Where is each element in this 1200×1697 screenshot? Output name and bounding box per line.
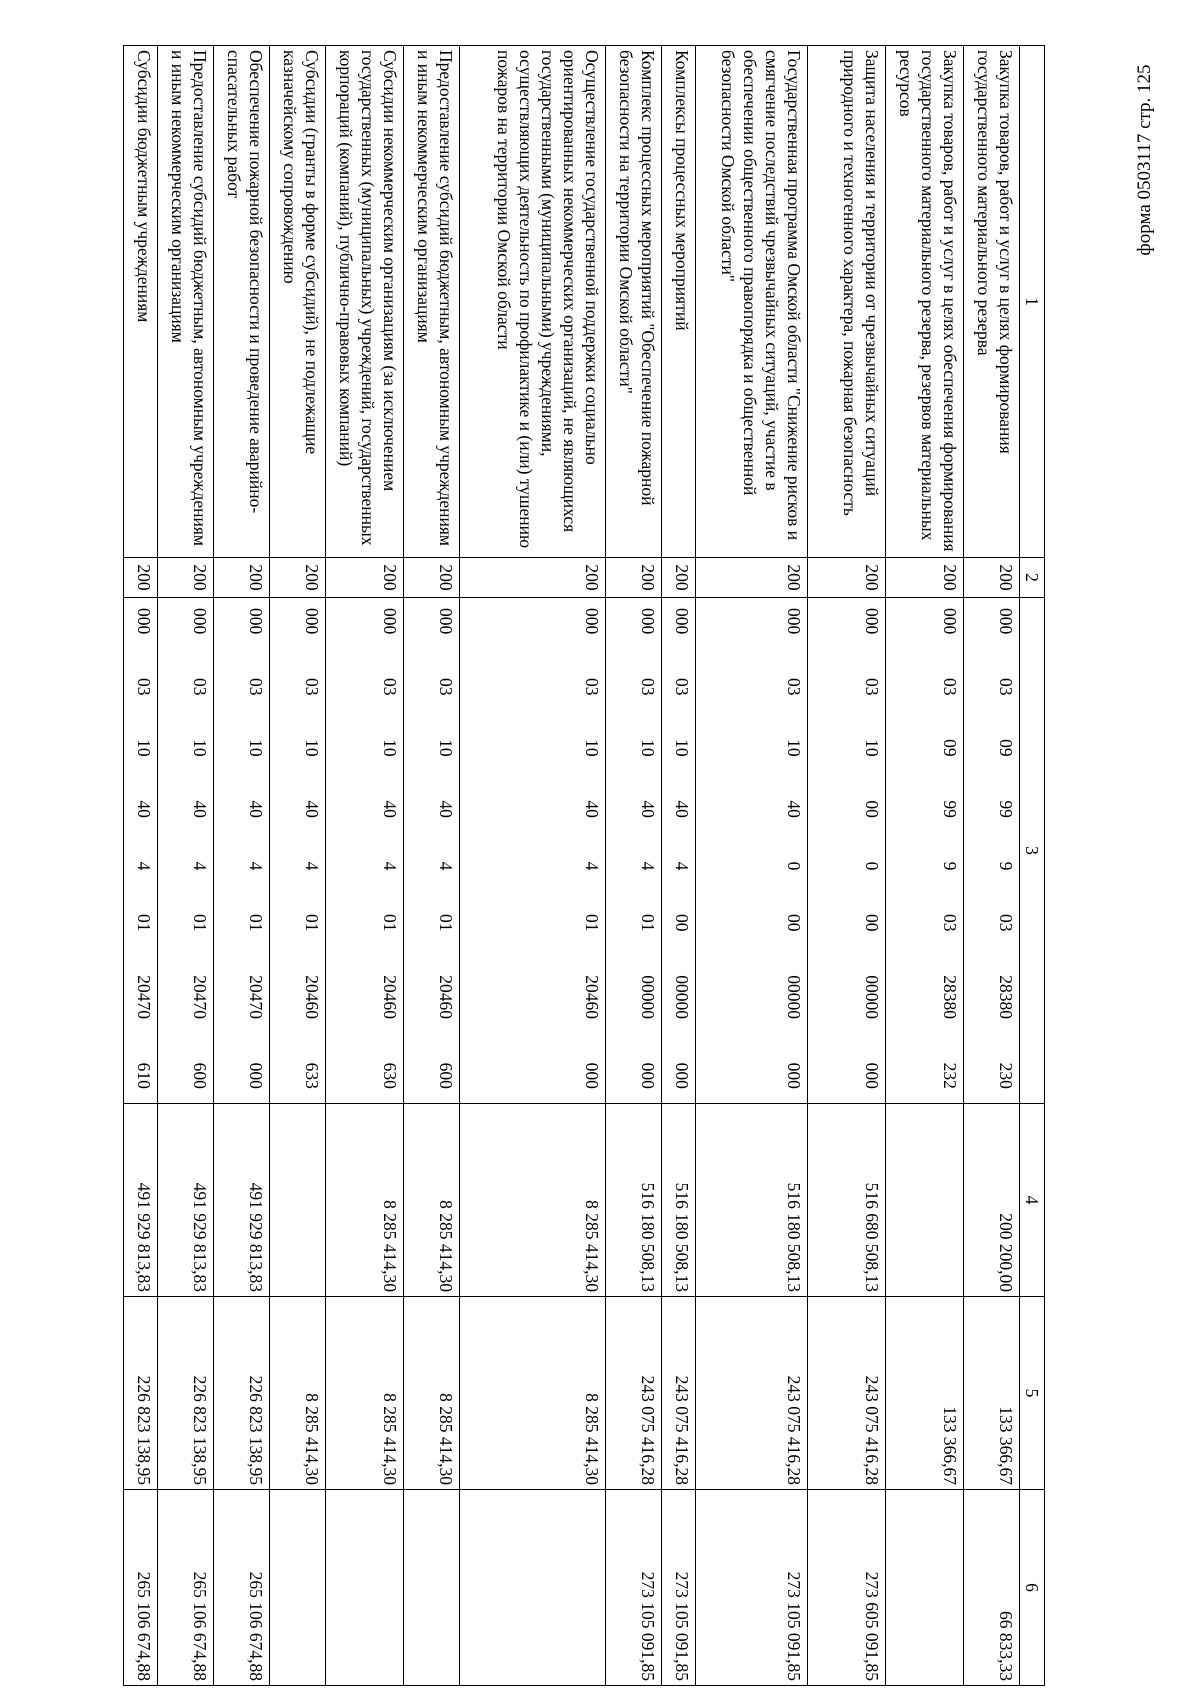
table-row [404,46,460,1686]
code-segment: 4 [134,861,154,871]
report-table-rotated [117,45,1045,1685]
row-line-code: 200 [214,558,270,598]
code-segment: 10 [134,739,154,757]
code-segment: 00 [672,914,692,932]
budget-execution-table [123,45,1045,1686]
executed-amount: 226 823 138,95 [158,1297,214,1490]
code-segment: 00 [862,914,882,932]
approved-amount: 491 929 813,83 [124,1104,158,1297]
approved-amount: 516 180 508,13 [662,1104,696,1297]
unexecuted-amount [270,1490,326,1686]
code-segment: 03 [638,677,658,696]
code-segment: 01 [380,914,400,932]
code-segment: 000 [672,1062,692,1089]
code-segments [133,602,155,1099]
code-segment: 600 [436,1062,456,1089]
code-segment: 00 [862,800,882,818]
code-segment: 630 [380,1062,400,1089]
code-segment: 03 [784,677,804,696]
approved-amount: 200 200,00 [964,1104,1020,1297]
code-segment: 09 [996,739,1016,757]
code-segment: 28380 [996,975,1016,1019]
unexecuted-amount: 273 605 091,85 [808,1490,886,1686]
row-line-code: 200 [124,558,158,598]
code-segment: 10 [672,739,692,757]
approved-amount [886,1104,964,1297]
row-name: Субсидии некоммерческим организациям (за исключением государственных (муниципальных) учреждений, государственных корпораций (компаний), публично-правовых компаний) [326,46,404,558]
code-segment: 4 [436,861,456,871]
unexecuted-amount: 66 833,33 [964,1490,1020,1686]
code-segment: 633 [302,1062,322,1089]
code-segment: 10 [436,739,456,757]
budget-classification-code [606,598,662,1104]
column-number: 4 [1020,1104,1045,1297]
unexecuted-amount: 273 105 091,85 [696,1490,808,1686]
code-segment: 40 [134,800,154,818]
code-segment: 4 [638,861,658,871]
budget-classification-code [404,598,460,1104]
code-segment: 03 [996,914,1016,932]
code-segments [671,602,693,1099]
code-segment: 01 [582,914,602,932]
code-segment: 03 [302,677,322,696]
budget-classification-code [124,598,158,1104]
code-segment: 000 [134,608,154,635]
row-line-code: 200 [270,558,326,598]
unexecuted-amount [326,1490,404,1686]
code-segments [995,602,1017,1099]
code-segment: 03 [672,677,692,696]
code-segment: 20470 [190,975,210,1019]
code-segment: 40 [582,800,602,818]
approved-amount: 516 180 508,13 [606,1104,662,1297]
code-segment: 99 [940,800,960,818]
row-name: Осуществление государственной поддержки социально ориентированных некоммерческих организаций, не являющихся государственными (муниципальными) учреждениями, осуществляющих деятельность по профилактике и (или) тушению пожаров на территории Омской области [460,46,606,558]
row-line-code: 200 [886,558,964,598]
code-segment: 00000 [638,975,658,1019]
row-name: Комплекс процессных мероприятий "Обеспечение пожарной безопасности на территории Омской области" [606,46,662,558]
row-line-code: 200 [808,558,886,598]
table-row [124,46,158,1686]
unexecuted-amount: 265 106 674,88 [158,1490,214,1686]
code-segment: 000 [582,608,602,635]
code-segment: 000 [672,608,692,635]
code-segment: 03 [996,677,1016,696]
unexecuted-amount: 273 105 091,85 [662,1490,696,1686]
code-segment: 28380 [940,975,960,1019]
code-segment: 000 [784,1062,804,1089]
code-segment: 03 [246,677,266,696]
row-line-code: 200 [404,558,460,598]
code-segments [435,602,457,1099]
code-segment: 20460 [436,975,456,1019]
approved-amount: 491 929 813,83 [214,1104,270,1297]
code-segment: 000 [996,608,1016,635]
code-segments [245,602,267,1099]
code-segment: 01 [190,914,210,932]
table-body [124,46,1045,1686]
code-segment: 230 [996,1062,1016,1089]
code-segments [189,602,211,1099]
code-segment: 40 [190,800,210,818]
code-segment: 03 [582,677,602,696]
code-segment: 232 [940,1062,960,1089]
budget-classification-code [662,598,696,1104]
approved-amount: 491 929 813,83 [158,1104,214,1297]
executed-amount: 243 075 416,28 [696,1297,808,1490]
unexecuted-amount [460,1490,606,1686]
table-row [886,46,964,1686]
row-line-code: 200 [326,558,404,598]
code-segment: 4 [380,861,400,871]
code-segment: 01 [638,914,658,932]
code-segment: 01 [246,914,266,932]
table-row [696,46,808,1686]
row-name: Предоставление субсидий бюджетным, автономным учреждениям и иным некоммерческим организациям [404,46,460,558]
executed-amount: 243 075 416,28 [808,1297,886,1490]
code-segment: 10 [638,739,658,757]
executed-amount: 226 823 138,95 [124,1297,158,1490]
code-segment: 0 [784,861,804,871]
approved-amount: 8 285 414,30 [404,1104,460,1297]
budget-classification-code [460,598,606,1104]
code-segment: 10 [582,739,602,757]
row-name: Комплексы процессных мероприятий [662,46,696,558]
column-number-row [1020,46,1045,1686]
executed-amount: 8 285 414,30 [270,1297,326,1490]
code-segment: 000 [862,1062,882,1089]
table-row [326,46,404,1686]
code-segment: 000 [940,608,960,635]
unexecuted-amount: 265 106 674,88 [214,1490,270,1686]
executed-amount: 133 366,67 [964,1297,1020,1490]
code-segment: 03 [134,677,154,696]
row-name: Государственная программа Омской области "Снижение рисков и смягчение последствий чрезвычайных ситуаций, участие в обеспечении общественного правопорядка и общественной безопасности Омской области" [696,46,808,558]
executed-amount: 243 075 416,28 [606,1297,662,1490]
code-segments [861,602,883,1099]
unexecuted-amount: 265 106 674,88 [124,1490,158,1686]
executed-amount: 8 285 414,30 [460,1297,606,1490]
code-segment: 9 [940,861,960,871]
column-number: 6 [1020,1490,1045,1686]
code-segment: 000 [190,608,210,635]
code-segment: 40 [784,800,804,818]
table-row [606,46,662,1686]
code-segment: 00 [784,914,804,932]
code-segment: 03 [862,677,882,696]
code-segment: 40 [638,800,658,818]
approved-amount: 8 285 414,30 [326,1104,404,1297]
code-segment: 000 [302,608,322,635]
executed-amount: 8 285 414,30 [404,1297,460,1490]
code-segments [301,602,323,1099]
code-segment: 01 [302,914,322,932]
code-segment: 000 [784,608,804,635]
code-segment: 4 [190,861,210,871]
code-segment: 40 [302,800,322,818]
budget-classification-code [158,598,214,1104]
budget-classification-code [808,598,886,1104]
budget-classification-code [326,598,404,1104]
code-segment: 20460 [380,975,400,1019]
row-line-code: 200 [460,558,606,598]
code-segment: 03 [436,677,456,696]
column-number: 5 [1020,1297,1045,1490]
table-row [214,46,270,1686]
code-segment: 40 [380,800,400,818]
column-number: 3 [1020,598,1045,1104]
table-row [662,46,696,1686]
code-segment: 4 [246,861,266,871]
row-line-code: 200 [696,558,808,598]
budget-classification-code [214,598,270,1104]
code-segment: 000 [380,608,400,635]
code-segment: 000 [246,1062,266,1089]
table-row [808,46,886,1686]
code-segment: 03 [380,677,400,696]
approved-amount: 8 285 414,30 [460,1104,606,1297]
code-segment: 00000 [672,975,692,1019]
code-segment: 20460 [582,975,602,1019]
budget-classification-code [696,598,808,1104]
budget-classification-code [964,598,1020,1104]
code-segment: 20460 [302,975,322,1019]
code-segment: 4 [302,861,322,871]
row-name: Субсидии бюджетным учреждениям [124,46,158,558]
code-segment: 10 [862,739,882,757]
unexecuted-amount [404,1490,460,1686]
budget-classification-code [270,598,326,1104]
code-segment: 000 [246,608,266,635]
table-row [460,46,606,1686]
code-segment: 01 [134,914,154,932]
code-segment: 03 [190,677,210,696]
code-segments [939,602,961,1099]
code-segment: 4 [672,861,692,871]
executed-amount: 243 075 416,28 [662,1297,696,1490]
code-segment: 0 [862,861,882,871]
executed-amount: 226 823 138,95 [214,1297,270,1490]
code-segment: 9 [996,861,1016,871]
approved-amount: 516 680 508,13 [808,1104,886,1297]
code-segment: 10 [380,739,400,757]
unexecuted-amount [886,1490,964,1686]
code-segments [379,602,401,1099]
code-segment: 03 [940,677,960,696]
code-segment: 40 [246,800,266,818]
row-name: Закупка товаров, работ и услуг в целях формирования государственного материального резерва [964,46,1020,558]
row-name: Предоставление субсидий бюджетным, автономным учреждениям и иным некоммерческим организациям [158,46,214,558]
table-row [270,46,326,1686]
column-number: 1 [1020,46,1045,558]
code-segment: 10 [246,739,266,757]
row-line-code: 200 [606,558,662,598]
executed-amount: 8 285 414,30 [326,1297,404,1490]
code-segment: 99 [996,800,1016,818]
code-segment: 600 [190,1062,210,1089]
row-line-code: 200 [964,558,1020,598]
form-page-label: форма 0503117 стр. 125 [1134,64,1155,256]
approved-amount [270,1104,326,1297]
column-number: 2 [1020,558,1045,598]
table-row [964,46,1020,1686]
code-segment: 40 [436,800,456,818]
code-segment: 00000 [784,975,804,1019]
code-segment: 20470 [134,975,154,1019]
row-name: Закупка товаров, работ и услуг в целях обеспечения формирования государственного материального резерва, резервов материальных ресурсов [886,46,964,558]
code-segment: 09 [940,739,960,757]
code-segment: 000 [436,608,456,635]
code-segments [783,602,805,1099]
row-line-code: 200 [662,558,696,598]
row-name: Защита населения и территории от чрезвычайных ситуаций природного и техногенного характера, пожарная безопасность [808,46,886,558]
code-segment: 4 [582,861,602,871]
code-segment: 40 [672,800,692,818]
code-segment: 01 [436,914,456,932]
code-segment: 000 [638,608,658,635]
code-segment: 00000 [862,975,882,1019]
code-segment: 000 [638,1062,658,1089]
code-segment: 000 [582,1062,602,1089]
code-segment: 03 [940,914,960,932]
row-name: Субсидии (гранты в форме субсидий), не подлежащие казначейскому сопровождению [270,46,326,558]
code-segment: 000 [862,608,882,635]
code-segments [637,602,659,1099]
code-segment: 10 [190,739,210,757]
budget-classification-code [886,598,964,1104]
code-segment: 20470 [246,975,266,1019]
row-name: Обеспечение пожарной безопасности и проведение аварийно-спасательных работ [214,46,270,558]
row-line-code: 200 [158,558,214,598]
code-segment: 10 [784,739,804,757]
code-segments [581,602,603,1099]
code-segment: 610 [134,1062,154,1089]
approved-amount: 516 180 508,13 [696,1104,808,1297]
table-row [158,46,214,1686]
unexecuted-amount: 273 105 091,85 [606,1490,662,1686]
code-segment: 10 [302,739,322,757]
executed-amount: 133 366,67 [886,1297,964,1490]
